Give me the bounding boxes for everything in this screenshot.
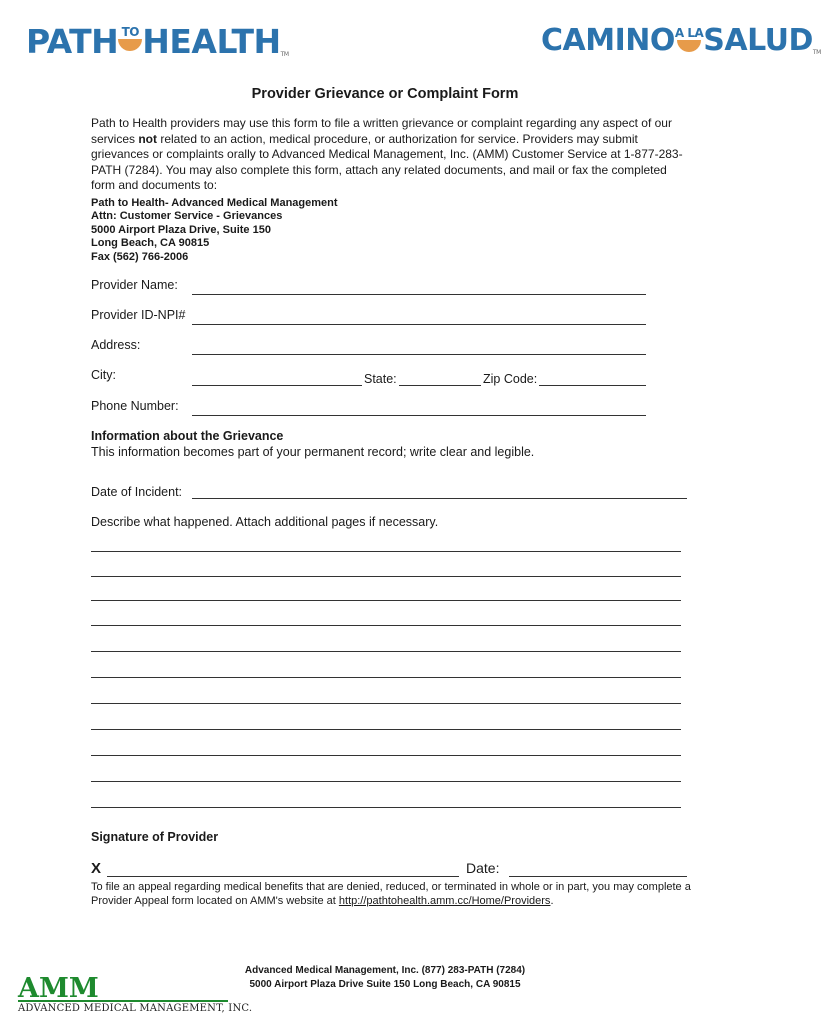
logo-bowl-icon xyxy=(118,39,142,51)
description-line[interactable] xyxy=(91,576,681,577)
address-line: Fax (562) 766-2006 xyxy=(91,250,189,263)
state-field[interactable] xyxy=(399,385,481,386)
signature-date-field[interactable] xyxy=(509,876,687,877)
logo-connector-text-right: A LA xyxy=(674,26,704,40)
signature-date-label: Date: xyxy=(466,860,500,876)
address-field[interactable] xyxy=(192,354,646,355)
form-title: Provider Grievance or Complaint Form xyxy=(251,86,519,102)
amm-logo xyxy=(18,973,253,1014)
address-line: Path to Health- Advanced Medical Management xyxy=(91,197,338,209)
phone-field[interactable] xyxy=(192,415,646,416)
mailing-address xyxy=(91,197,338,264)
zip-field[interactable] xyxy=(539,385,646,386)
describe-prompt: Describe what happened. Attach additional pages if necessary. xyxy=(91,515,439,529)
description-line[interactable] xyxy=(91,807,681,808)
address-line: Attn: Customer Service - Grievances xyxy=(91,210,283,223)
logo-bowl-icon-right xyxy=(677,40,701,52)
appeal-link[interactable]: http://pathtohealth.amm.cc/Home/Providers xyxy=(338,895,551,907)
logo-connector xyxy=(118,25,142,51)
logo-word-camino: CAMINO xyxy=(541,23,675,58)
logo-tm: TM xyxy=(280,51,289,58)
intro-part1: Path to Health providers may use this form to file a written grievance or complaint regarding any aspect of our services xyxy=(91,116,672,146)
logo-word-path: PATH xyxy=(26,22,119,61)
description-line[interactable] xyxy=(91,651,681,652)
provider-id-label: Provider ID-NPI# xyxy=(91,308,186,322)
description-line[interactable] xyxy=(91,729,681,730)
description-line[interactable] xyxy=(91,625,681,626)
provider-name-label: Provider Name: xyxy=(91,278,178,292)
appeal-end: . xyxy=(550,895,554,907)
logo-word-salud: SALUD xyxy=(703,23,813,58)
footer-line-1: Advanced Medical Management, Inc. (877) 283-PATH (7284) xyxy=(244,965,526,976)
logo-tm-right: TM xyxy=(812,49,821,56)
phone-label: Phone Number: xyxy=(91,399,179,413)
intro-part2: related to an action, medical procedure, or authorization for service. Providers may submit grievances or complaints orally to Advanced Medical Management, Inc. (AMM) Customer Service at 1-877-283-PATH (7284). You may also complete this form, attach any related documents, and mail or fax the completed form and documents to: xyxy=(91,131,683,192)
city-label: City: xyxy=(91,368,116,382)
provider-id-field[interactable] xyxy=(192,324,646,325)
description-line[interactable] xyxy=(91,551,681,552)
path-to-health-logo xyxy=(26,22,289,61)
appeal-text: To file an appeal regarding medical benefits that are denied, reduced, or terminated in whole or in part, you may complete a Provider Appeal form located on AMM's website at xyxy=(91,881,691,907)
signature-heading: Signature of Provider xyxy=(91,830,219,844)
grievance-subtext: This information becomes part of your permanent record; write clear and legible. xyxy=(91,445,535,459)
date-of-incident-field[interactable] xyxy=(192,498,687,499)
amm-logo-mark: AMM xyxy=(18,973,99,1004)
signature-field[interactable] xyxy=(107,876,459,877)
state-label: State: xyxy=(364,372,397,386)
address-label: Address: xyxy=(91,338,141,352)
logo-word-health: HEALTH xyxy=(142,22,281,61)
provider-name-field[interactable] xyxy=(192,294,646,295)
address-line: Long Beach, CA 90815 xyxy=(91,237,210,250)
description-line[interactable] xyxy=(91,677,681,678)
description-line[interactable] xyxy=(91,755,681,756)
intro-emphasis: not xyxy=(138,131,157,146)
camino-a-la-salud-logo xyxy=(541,23,821,58)
appeal-note xyxy=(91,880,711,908)
intro-paragraph xyxy=(91,116,691,194)
zip-label: Zip Code: xyxy=(483,372,538,386)
city-field[interactable] xyxy=(192,385,362,386)
logo-connector-text: TO xyxy=(121,25,139,39)
address-line: 5000 Airport Plaza Drive, Suite 150 xyxy=(91,223,271,236)
description-line[interactable] xyxy=(91,600,681,601)
date-of-incident-label: Date of Incident: xyxy=(91,485,183,499)
signature-x-mark: X xyxy=(91,860,102,877)
logo-connector-right xyxy=(675,26,703,52)
amm-logo-name: ADVANCED MEDICAL MANAGEMENT, INC. xyxy=(18,1003,253,1014)
description-line[interactable] xyxy=(91,703,681,704)
footer-line-2: 5000 Airport Plaza Drive Suite 150 Long Beach, CA 90815 xyxy=(249,979,521,990)
grievance-heading: Information about the Grievance xyxy=(91,429,284,443)
description-line[interactable] xyxy=(91,781,681,782)
